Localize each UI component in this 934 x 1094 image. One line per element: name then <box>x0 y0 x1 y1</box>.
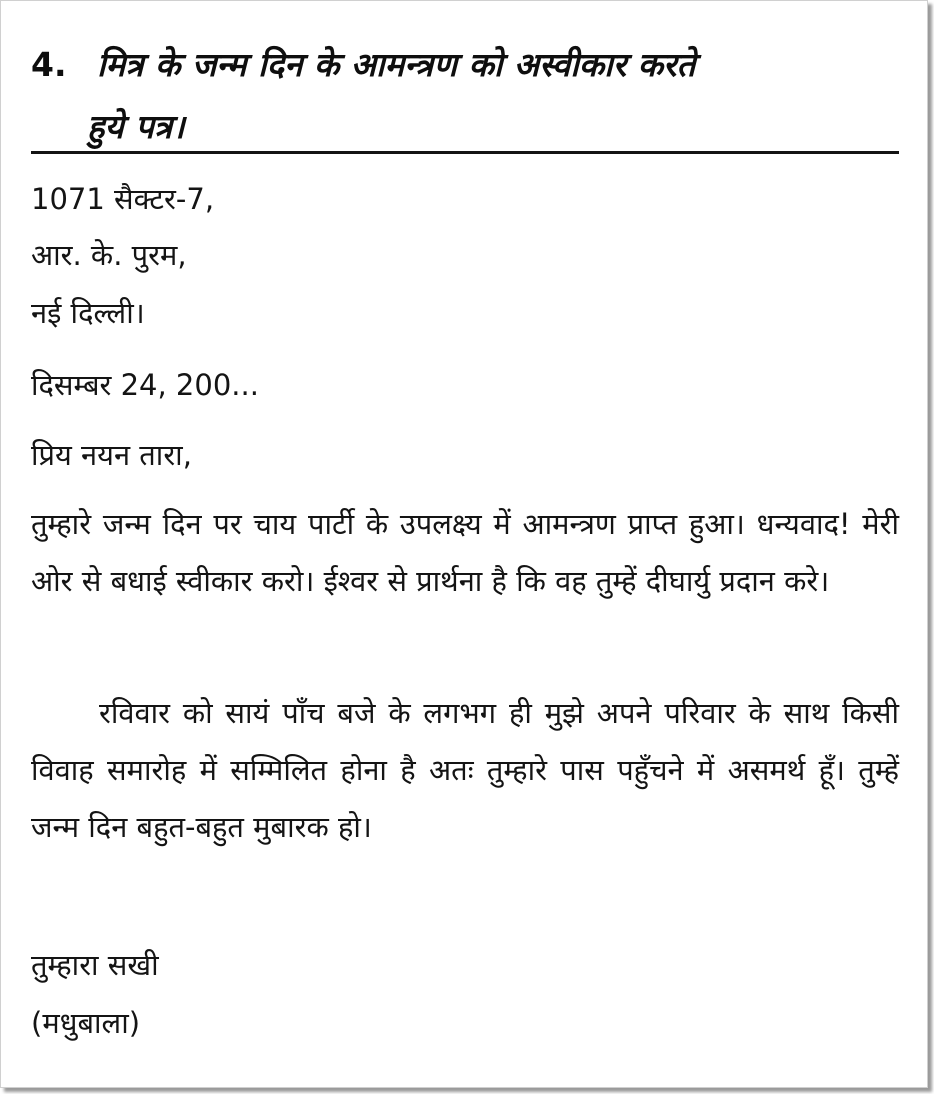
sign-off: तुम्हारा सखी <box>31 948 159 982</box>
address-line-2: आर. के. पुरम, <box>31 238 187 272</box>
salutation: प्रिय नयन तारा, <box>31 438 192 472</box>
body-paragraph-2-text: रविवार को सायं पाँच बजे के लगभग ही मुझे अपने परिवार के साथ किसी विवाह समारोह में सम्मिलित होना है अतः तुम्हारे पास पहुँचने में असमर्थ हूँ। तुम्हें जन्म दिन बहुत-बहुत मुबारक हो। <box>31 696 899 844</box>
letter-date: दिसम्बर 24, 200... <box>31 368 259 402</box>
heading-title-part-1: मित्र के जन्म दिन के आमन्त्रण को अस्वीकार करते <box>97 45 696 84</box>
heading-number: 4. <box>31 45 67 84</box>
body-paragraph-2 <box>31 685 899 856</box>
heading-title-part-2: हुये पत्र। <box>87 107 185 146</box>
address-line-1: 1071 सैक्टर-7, <box>31 182 215 216</box>
heading-line-1 <box>31 43 695 87</box>
address-line-3: नई दिल्ली। <box>31 296 145 330</box>
body-paragraph-1: तुम्हारे जन्म दिन पर चाय पार्टी के उपलक्ष्य में आमन्त्रण प्राप्त हुआ। धन्यवाद! मेरी ओर से बधाई स्वीकार करो। ईश्वर से प्रार्थना है कि वह तुम्हें दीघार्यु प्रदान करे। <box>31 507 899 598</box>
signature: (मधुबाला) <box>31 1006 141 1040</box>
heading-divider <box>31 151 899 154</box>
